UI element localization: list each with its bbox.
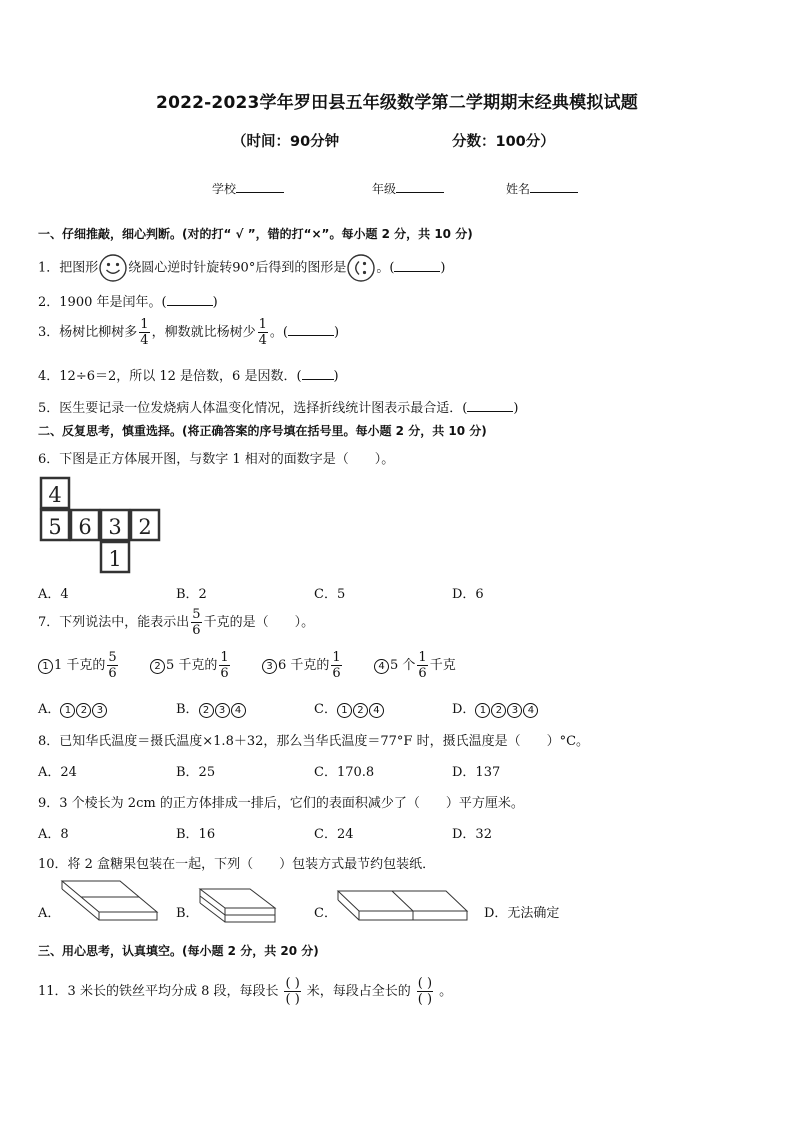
question-8: 8．已知华氏温度＝摄氏温度×1.8＋32，那么当华氏温度＝77°F 时，摄氏温度是（ ）°C。 bbox=[38, 734, 590, 749]
name-label: 姓名 bbox=[506, 182, 531, 196]
q7-option-a[interactable]: A． 1 2 3 bbox=[38, 698, 108, 718]
name-blank[interactable] bbox=[530, 180, 578, 193]
school-label: 学校 bbox=[212, 182, 237, 196]
net-digit-5: 5 bbox=[48, 515, 62, 539]
q6-option-a[interactable]: A．4 bbox=[38, 587, 69, 602]
question-2: 2．1900 年是闰年。( ) bbox=[38, 295, 218, 310]
net-digit-4: 4 bbox=[48, 483, 62, 507]
answer-blank-4[interactable] bbox=[302, 367, 334, 380]
q9-option-d[interactable]: D．32 bbox=[452, 827, 492, 842]
fraction-one-quarter: $\frac{1}{4}$ bbox=[140, 317, 149, 348]
school-blank[interactable] bbox=[236, 180, 284, 193]
q7-statement-1: 1 1 千克的 $\frac{5}{6}$ bbox=[38, 651, 120, 680]
net-digit-2: 2 bbox=[138, 515, 152, 539]
section-2-heading: 二、反复思考，慎重选择。(将正确答案的序号填在括号里。每小题 2 分，共 10 分) bbox=[38, 424, 487, 438]
q6-option-b[interactable]: B．2 bbox=[176, 587, 207, 602]
q8-option-b[interactable]: B．25 bbox=[176, 765, 216, 780]
q9-option-a[interactable]: A．8 bbox=[38, 827, 69, 842]
answer-blank-5[interactable] bbox=[467, 399, 513, 412]
question-4: 4．12÷6＝2，所以 12 是倍数，6 是因数．( ) bbox=[38, 369, 339, 384]
question-11: 11．3 米长的铁丝平均分成 8 段，每段长 $\frac{( )}{( )}$ 米，每段占全长的 $\frac{( )}{( )}$ 。 bbox=[38, 976, 453, 1007]
answer-fraction-share[interactable]: $\frac{( )}{( )}$ bbox=[417, 976, 433, 1007]
q10-option-b[interactable]: B． bbox=[176, 906, 199, 921]
grade-blank[interactable] bbox=[396, 180, 444, 193]
answer-fraction-length[interactable]: $\frac{( )}{( )}$ bbox=[285, 976, 300, 1007]
section-3-heading: 三、用心思考，认真填空。(每小题 2 分，共 20 分) bbox=[38, 944, 319, 958]
q10-option-c[interactable]: C． bbox=[314, 906, 337, 921]
fraction-one-quarter: $\frac{1}{4}$ bbox=[258, 317, 267, 348]
exam-score: 分数：100分） bbox=[452, 134, 555, 150]
answer-blank-3[interactable] bbox=[288, 323, 334, 336]
grade-field bbox=[372, 180, 444, 197]
question-6: 6．下图是正方体展开图，与数字 1 相对的面数字是（ ）。 bbox=[38, 452, 395, 467]
net-digit-3: 3 bbox=[108, 515, 122, 539]
q10-package-c-diagram bbox=[336, 889, 470, 925]
question-1: 1．把图形 绕圆心逆时针旋转90°后得到的图形是 。( ) bbox=[38, 253, 445, 283]
net-digit-6: 6 bbox=[78, 515, 92, 539]
question-5: 5．医生要记录一位发烧病人体温变化情况，选择折线统计图表示最合适．( ) bbox=[38, 401, 519, 416]
q7-option-d[interactable]: D． 1 2 3 4 bbox=[452, 698, 539, 718]
school-field bbox=[212, 180, 284, 197]
question-10: 10．将 2 盒糖果包装在一起，下列（ ）包装方式最节约包装纸． bbox=[38, 857, 436, 872]
q9-option-c[interactable]: C．24 bbox=[314, 827, 354, 842]
q10-package-b-diagram bbox=[198, 887, 278, 925]
q7-option-b[interactable]: B． 2 3 4 bbox=[176, 698, 247, 718]
q7-statement-3: 3 6 千克的 $\frac{1}{6}$ bbox=[262, 651, 344, 680]
smiley-face-icon bbox=[98, 253, 128, 283]
q7-statement-4: 4 5 个 $\frac{1}{6}$ 千克 bbox=[374, 651, 456, 680]
cube-net-diagram bbox=[38, 475, 163, 575]
q10-option-d[interactable]: D．无法确定 bbox=[484, 906, 560, 921]
q8-option-d[interactable]: D．137 bbox=[452, 765, 501, 780]
q8-option-c[interactable]: C．170.8 bbox=[314, 765, 375, 780]
fraction-five-sixths: $\frac{5}{6}$ bbox=[192, 607, 201, 638]
net-digit-1: 1 bbox=[108, 547, 122, 571]
q6-option-d[interactable]: D．6 bbox=[452, 587, 484, 602]
question-7: 7．下列说法中，能表示出 $\frac{5}{6}$ 千克的是（ ）。 bbox=[38, 607, 315, 638]
q8-option-a[interactable]: A．24 bbox=[38, 765, 77, 780]
grade-label: 年级 bbox=[372, 182, 397, 196]
q9-option-b[interactable]: B．16 bbox=[176, 827, 216, 842]
q10-package-a-diagram bbox=[60, 878, 160, 922]
q6-option-c[interactable]: C．5 bbox=[314, 587, 346, 602]
q7-statement-2: 2 5 千克的 $\frac{1}{6}$ bbox=[150, 651, 232, 680]
page-title: 2022-2023学年罗田县五年级数学第二学期期末经典模拟试题 bbox=[156, 93, 638, 113]
q7-option-c[interactable]: C． 1 2 4 bbox=[314, 698, 385, 718]
exam-time: （时间：90分钟 bbox=[232, 134, 340, 150]
question-3: 3．杨树比柳树多 $\frac{1}{4}$ ，柳数就比杨树少 $\frac{1}{4}$ 。( ) bbox=[38, 317, 340, 348]
rotated-face-icon bbox=[346, 253, 376, 283]
section-1-heading: 一、仔细推敲，细心判断。(对的打“ √ ”，错的打“×”。每小题 2 分，共 10 分) bbox=[38, 227, 473, 241]
answer-blank-1[interactable] bbox=[394, 259, 440, 272]
q10-option-a[interactable]: A． bbox=[38, 906, 61, 921]
answer-blank-2[interactable] bbox=[167, 293, 213, 306]
question-9: 9．3 个棱长为 2cm 的正方体排成一排后，它们的表面积减少了（ ）平方厘米。 bbox=[38, 796, 524, 811]
name-field bbox=[506, 180, 578, 197]
